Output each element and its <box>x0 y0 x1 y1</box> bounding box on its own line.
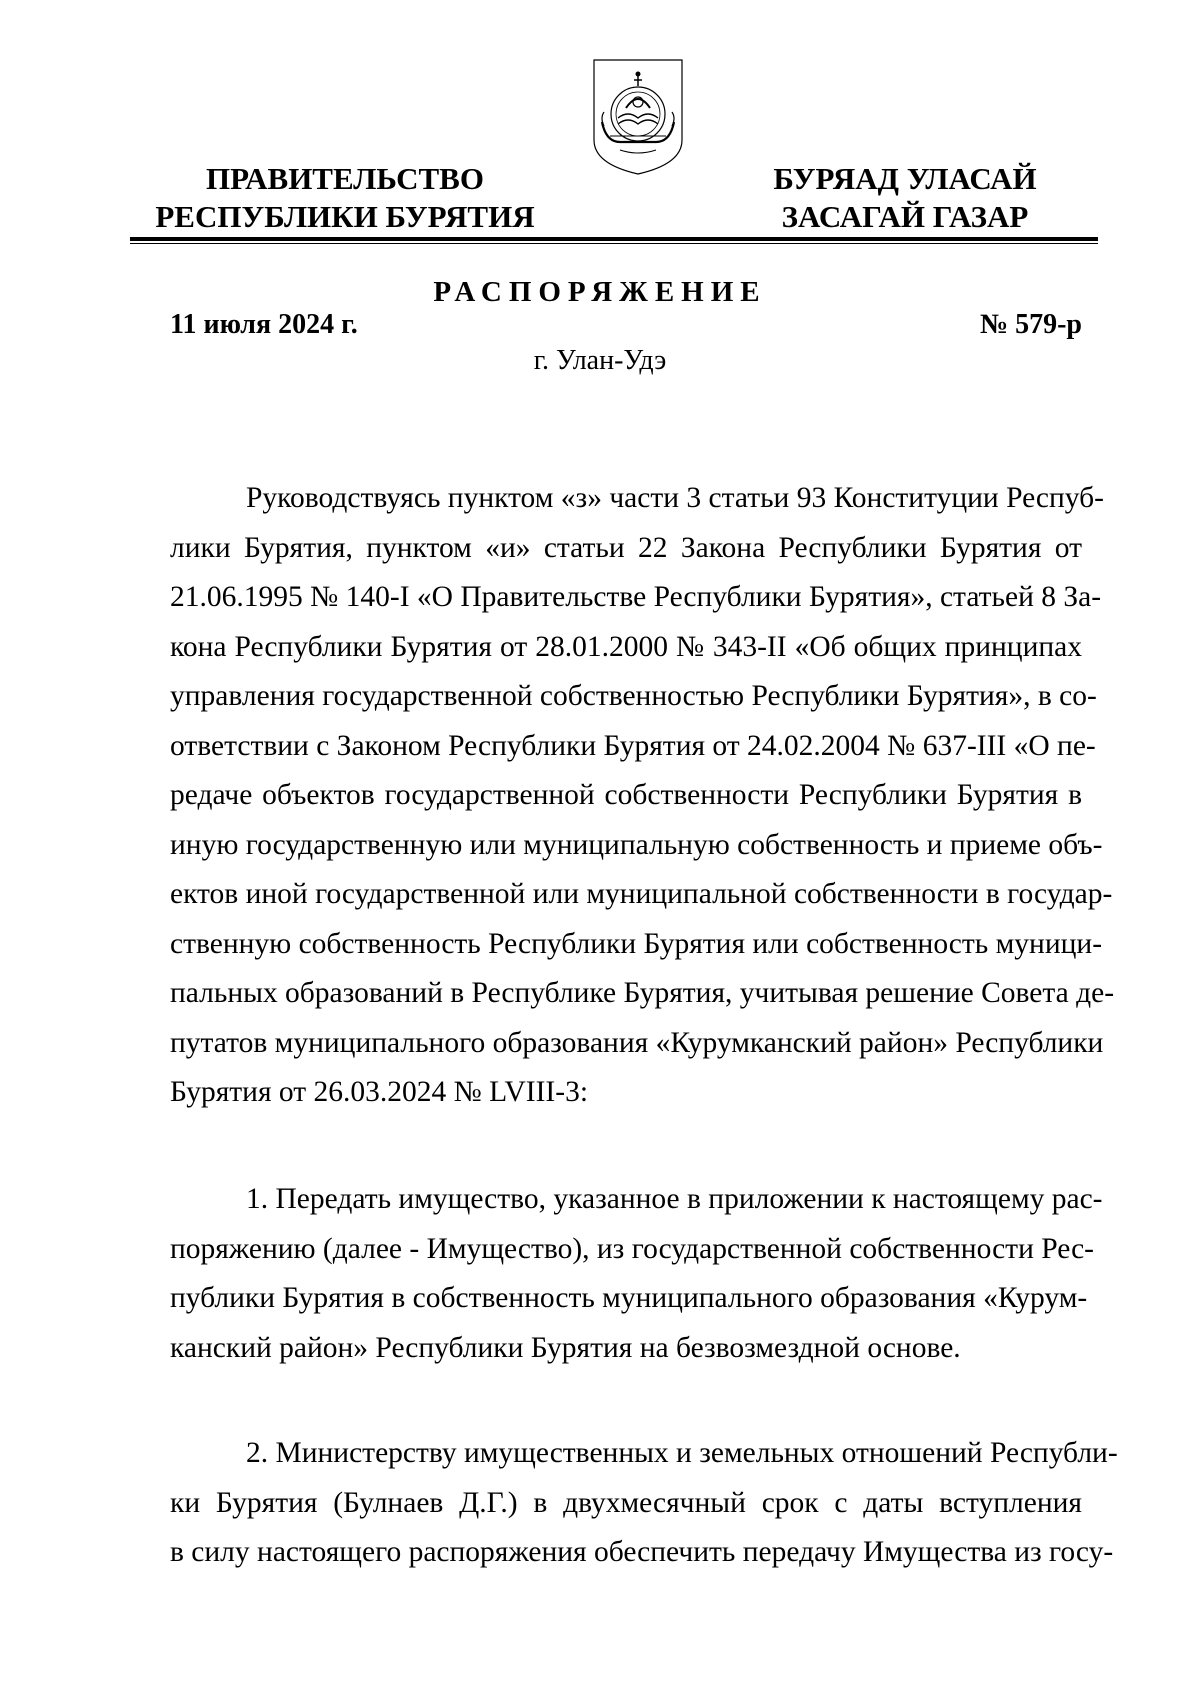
document-date: 11 июля 2024 г. <box>170 309 358 340</box>
text-line: поряжению (далее - Имущество), из государственной собственности Рес- <box>170 1232 1094 1265</box>
text-line: в силу настоящего распоряжения обеспечить передачу Имущества из госу- <box>170 1536 1114 1568</box>
text-line: управления государственной собственностью Республики Бурятия», в со- <box>170 680 1097 712</box>
text-line: канский район» Республики Бурятия на безвозмездной основе. <box>170 1331 961 1364</box>
text-line: публики Бурятия в собственность муниципального образования «Курум- <box>170 1282 1088 1314</box>
clause-1-paragraph <box>170 1175 1103 1373</box>
government-name-bua-line-2: ЗАСАГАЙ ГАЗАР <box>781 199 1029 234</box>
government-name-ru-line-1: ПРАВИТЕЛЬСТВО <box>206 161 484 196</box>
text-line: кона Республики Бурятия от 28.01.2000 № 343-II «Об общих принципах <box>170 630 1082 663</box>
text-line: Руководствуясь пунктом «з» части 3 статьи 93 Конституции Респуб- <box>246 482 1105 514</box>
document-number: № 579-р <box>979 309 1082 340</box>
text-line: путатов муниципального образования «Курумканский район» Республики <box>170 1026 1104 1059</box>
government-name-ru-line-2: РЕСПУБЛИКИ БУРЯТИЯ <box>155 199 535 234</box>
coat-of-arms-emblem <box>590 56 686 178</box>
text-line: ки Бурятия (Булнаев Д.Г.) в двухмесячный срок с даты вступления <box>170 1486 1082 1519</box>
header-divider-thick <box>130 237 1098 241</box>
document-type-title: РАСПОРЯЖЕНИЕ <box>433 276 767 308</box>
text-line: ектов иной государственной или муниципальной собственности в государ- <box>170 878 1113 910</box>
text-line: пальных образований в Республике Бурятия, учитывая решение Совета де- <box>170 977 1115 1009</box>
government-name-bua-line-1: БУРЯАД УЛАСАЙ <box>773 161 1037 196</box>
text-line: иную государственную или муниципальную собственность и приеме объ- <box>170 828 1103 861</box>
text-line: Бурятия от 26.03.2024 № LVIII-3: <box>170 1076 589 1108</box>
preamble-paragraph <box>170 474 1115 1118</box>
document-city: г. Улан-Удэ <box>533 345 667 376</box>
text-line: 2. Министерству имущественных и земельных отношений Республи- <box>246 1437 1118 1469</box>
clause-2-paragraph <box>170 1429 1118 1578</box>
header-divider-thin <box>130 243 1098 244</box>
text-line: редаче объектов государственной собственности Республики Бурятия в <box>170 779 1082 811</box>
text-line: лики Бурятия, пунктом «и» статьи 22 Закона Республики Бурятия от <box>170 531 1082 564</box>
government-name-buryat <box>745 160 1065 236</box>
text-line: 21.06.1995 № 140-I «О Правительстве Республики Бурятия», статьей 8 За- <box>170 581 1102 613</box>
government-name-russian <box>150 160 540 236</box>
text-line: ответствии с Законом Республики Бурятия от 24.02.2004 № 637-III «О пе- <box>170 729 1096 762</box>
text-line: 1. Передать имущество, указанное в приложении к настоящему рас- <box>246 1183 1103 1215</box>
text-line: ственную собственность Республики Бурятия или собственность муници- <box>170 927 1103 960</box>
